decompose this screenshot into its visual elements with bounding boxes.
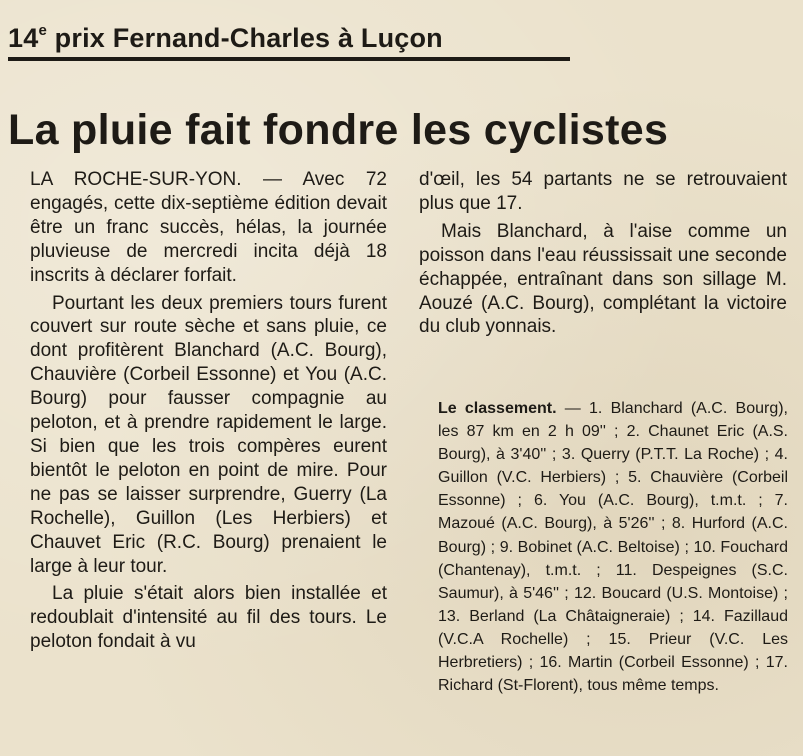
headline: La pluie fait fondre les cyclistes <box>8 106 669 154</box>
paragraph-blanchard: Mais Blanchard, à l'aise comme un poisson dans l'eau réussissait une seconde échappée, entraînant dans son sillage M. Aouzé (A.C. Bourg), complétant la victoire du club yonnais. <box>419 220 787 338</box>
paragraph-rain: La pluie s'était alors bien installée et redoublait d'intensité au fil des tours. Le peloton fondait à vu <box>30 583 387 653</box>
kicker-text: prix Fernand-Charles à Luçon <box>46 23 443 53</box>
paragraph-intro: LA ROCHE-SUR-YON. — Avec 72 engagés, cette dix-septième édition devait être un franc succès, hélas, la journée pluvieuse de mercredi incita déjà 18 inscrits à déclarer forfait. <box>30 169 387 286</box>
kicker-ordinal-suffix: e <box>38 22 47 39</box>
results-block <box>438 397 788 697</box>
left-column <box>30 168 387 654</box>
paragraph-race: Pourtant les deux premiers tours furent couvert sur route sèche et sans pluie, ce dont profitèrent Blanchard (A.C. Bourg), Chauvière (Corbeil Essonne) et You (A.C. Bourg) pour fausser compagnie au peloton, et à prendre rapidement le large. Si bien que les trois compères eurent bientôt le peloton en point de mire. Pour ne pas se laisser surprendre, Guerry (La Rochelle), Guillon (Les Herbiers) et Chauvet Eric (R.C. Bourg) prenaient le large à leur tour. <box>30 292 387 577</box>
paragraph-continuation: d'œil, les 54 partants ne se retrouvaient plus que 17. <box>419 169 787 214</box>
results-text: — 1. Blanchard (A.C. Bourg), les 87 km en 2 h 09'' ; 2. Chaunet Eric (A.S. Bourg), à 3'40'' ; 3. Querry (P.T.T. La Roche) ; 4. Guillon (V.C. Herbiers) ; 5. Chauvière (Corbeil Essonne) ; 6. You (A.C. Bourg), t.m.t. ; 7. Mazoué (A.C. Bourg), à 5'26'' ; 8. Hurford (A.C. Bourg) ; 9. Bobinet (A.C. Beltoise) ; 10. Fouchard (Chantenay), t.m.t. ; 11. Despeignes (S.C. Saumur), à 5'46'' ; 12. Boucard (U.S. Montoise) ; 13. Berland (La Châtaigneraie) ; 14. Fazillaud (V.C.A Rochelle) ; 15. Prieur (V.C. Les Herbretiers) ; 16. Martin (Corbeil Essonne) ; 17. Richard (St-Florent), tous même temps. <box>438 400 788 695</box>
kicker-number: 14 <box>8 23 39 53</box>
kicker-heading <box>8 16 570 61</box>
results-label: Le classement. <box>438 400 557 417</box>
right-column <box>419 168 787 339</box>
